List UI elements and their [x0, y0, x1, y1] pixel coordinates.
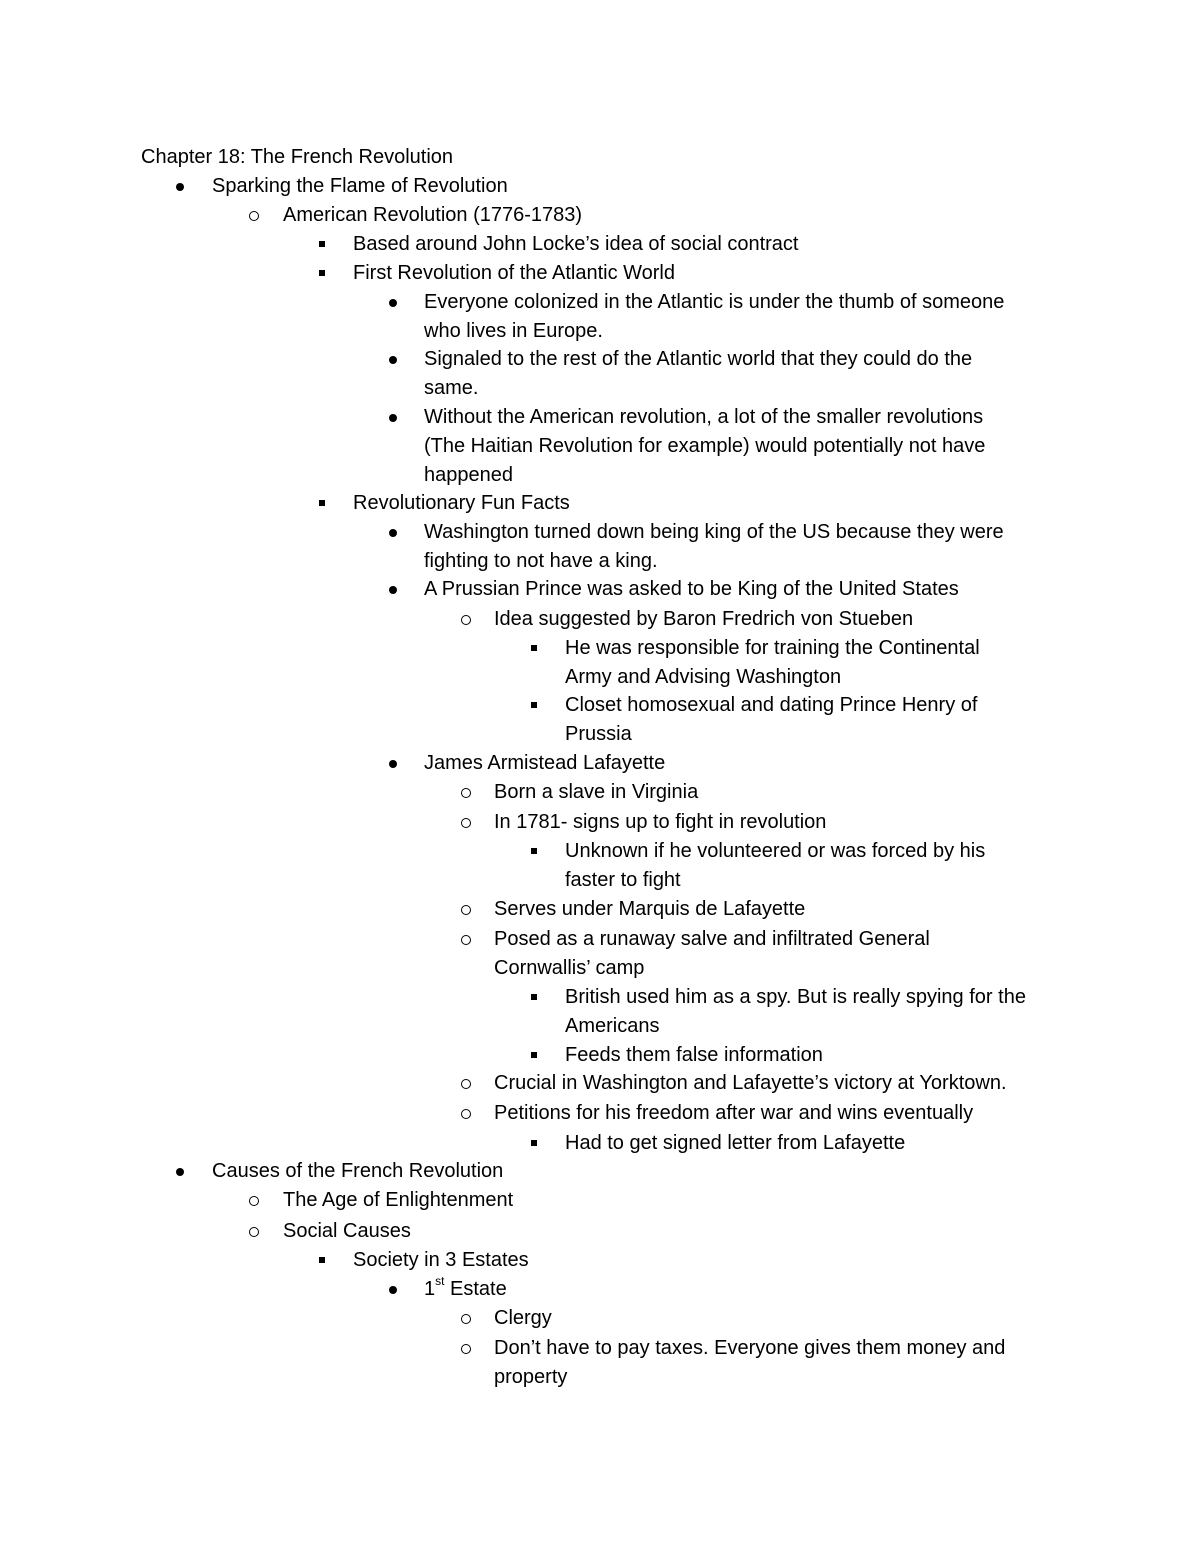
outline-item-label: Americans [565, 1015, 660, 1037]
outline-item-text [565, 691, 977, 720]
outline-item-text [494, 954, 644, 983]
outline-item-label-suffix: Estate [444, 1278, 507, 1300]
page-title: Chapter 18: The French Revolution [141, 146, 454, 168]
outline-item-label: Washington turned down being king of the US because they were [424, 521, 1004, 543]
outline-item-text [424, 1275, 507, 1304]
outline-item-text [353, 259, 675, 288]
outline-item-text [494, 895, 805, 924]
outline-item-text [424, 575, 959, 604]
outline-item-label: Sparking the Flame of Revolution [212, 175, 508, 197]
outline-item-label: A Prussian Prince was asked to be King of the United States [424, 578, 959, 600]
outline-item-label: happened [424, 464, 513, 486]
outline-item-text [424, 547, 658, 576]
outline-item-label: Unknown if he volunteered or was forced by his [565, 840, 986, 862]
outline-item-label: fighting to not have a king. [424, 550, 658, 572]
outline-item-text [424, 432, 985, 461]
outline-item-label: property [494, 1366, 568, 1388]
superscript-text: st [435, 1274, 445, 1289]
outline-item-label: Signaled to the rest of the Atlantic world that they could do the [424, 348, 973, 370]
outline-item-label: Born a slave in Virginia [494, 781, 699, 803]
outline-item-label: Society in 3 Estates [353, 1249, 529, 1271]
outline-item-text [424, 288, 1004, 317]
outline-item-label: Without the American revolution, a lot of the smaller revolutions [424, 406, 984, 428]
outline-item-label: Serves under Marquis de Lafayette [494, 898, 806, 920]
outline-item-label: same. [424, 377, 479, 399]
outline-item-text [494, 925, 930, 954]
outline-item-label: British used him as a spy. But is really spying for the [565, 986, 1026, 1008]
outline-item-label: Clergy [494, 1307, 552, 1329]
outline-item-label: faster to fight [565, 869, 681, 891]
outline-item-label: Had to get signed letter from Lafayette [565, 1132, 906, 1154]
outline-item-text [565, 634, 980, 663]
outline-item-label: Army and Advising Washington [565, 666, 842, 688]
outline-item-text [494, 808, 826, 837]
outline-item-text [494, 1099, 973, 1128]
outline-item-label: Idea suggested by Baron Fredrich von Stueben [494, 608, 914, 630]
outline-item-text [494, 1363, 567, 1392]
outline-item-text [353, 230, 798, 259]
outline-item-label: The Age of Enlightenment [283, 1189, 514, 1211]
outline-item-label: Closet homosexual and dating Prince Henry of [565, 694, 978, 716]
outline-item-label: Everyone colonized in the Atlantic is under the thumb of someone [424, 291, 1005, 313]
outline-item-label: Revolutionary Fun Facts [353, 492, 570, 514]
outline-item-text [424, 317, 603, 346]
outline-item-text [424, 461, 513, 490]
outline-item-label: who lives in Europe. [424, 320, 603, 342]
outline-item-label: James Armistead Lafayette [424, 752, 666, 774]
outline-item-text [565, 837, 985, 866]
outline-item-text [283, 1186, 513, 1215]
outline-item-label: In 1781- signs up to fight in revolution [494, 811, 827, 833]
outline-item-text [353, 1246, 529, 1275]
outline-item-label: Social Causes [283, 1220, 411, 1242]
outline-item-text [565, 1129, 905, 1158]
outline-item-text [424, 345, 972, 374]
outline-item-label: Crucial in Washington and Lafayette’s victory at Yorktown. [494, 1072, 1007, 1094]
outline-item-text [424, 374, 478, 403]
outline-item-text [565, 1041, 823, 1070]
outline-item-text [283, 1217, 411, 1246]
outline-item-text [494, 1334, 1005, 1363]
outline-item-label: Don’t have to pay taxes. Everyone gives them money and [494, 1337, 1006, 1359]
outline-item-label: American Revolution (1776-1783) [283, 204, 583, 226]
outline-item-text [353, 489, 570, 518]
outline-item-label: 1 [424, 1278, 436, 1300]
outline-item-text [494, 605, 913, 634]
outline-item-text [565, 1012, 659, 1041]
outline-item-text [494, 778, 698, 807]
outline-item-text [565, 983, 1026, 1012]
outline-item-text [212, 172, 508, 201]
outline-item-label: Prussia [565, 723, 632, 745]
outline-item-label: (The Haitian Revolution for example) would potentially not have [424, 435, 986, 457]
outline-item-label: Cornwallis’ camp [494, 957, 645, 979]
outline-item-text [565, 866, 681, 895]
outline-item-text [565, 663, 841, 692]
outline-item-text [494, 1069, 1007, 1098]
outline-item-text [565, 720, 632, 749]
outline-item-text [424, 749, 665, 778]
outline-item-text [494, 1304, 552, 1333]
outline-item-label: He was responsible for training the Continental [565, 637, 980, 659]
outline-item-label: First Revolution of the Atlantic World [353, 262, 675, 284]
outline-item-text [212, 1157, 503, 1186]
outline-item-text [424, 403, 983, 432]
outline-item-text [283, 201, 582, 230]
outline-item-label: Causes of the French Revolution [212, 1160, 504, 1182]
outline-item-label: Based around John Locke’s idea of social contract [353, 233, 799, 255]
outline-item-text [424, 518, 1004, 547]
outline-item-label: Petitions for his freedom after war and wins eventually [494, 1102, 974, 1124]
outline-item-label: Posed as a runaway salve and infiltrated General [494, 928, 930, 950]
outline-item-label: Feeds them false information [565, 1044, 823, 1066]
